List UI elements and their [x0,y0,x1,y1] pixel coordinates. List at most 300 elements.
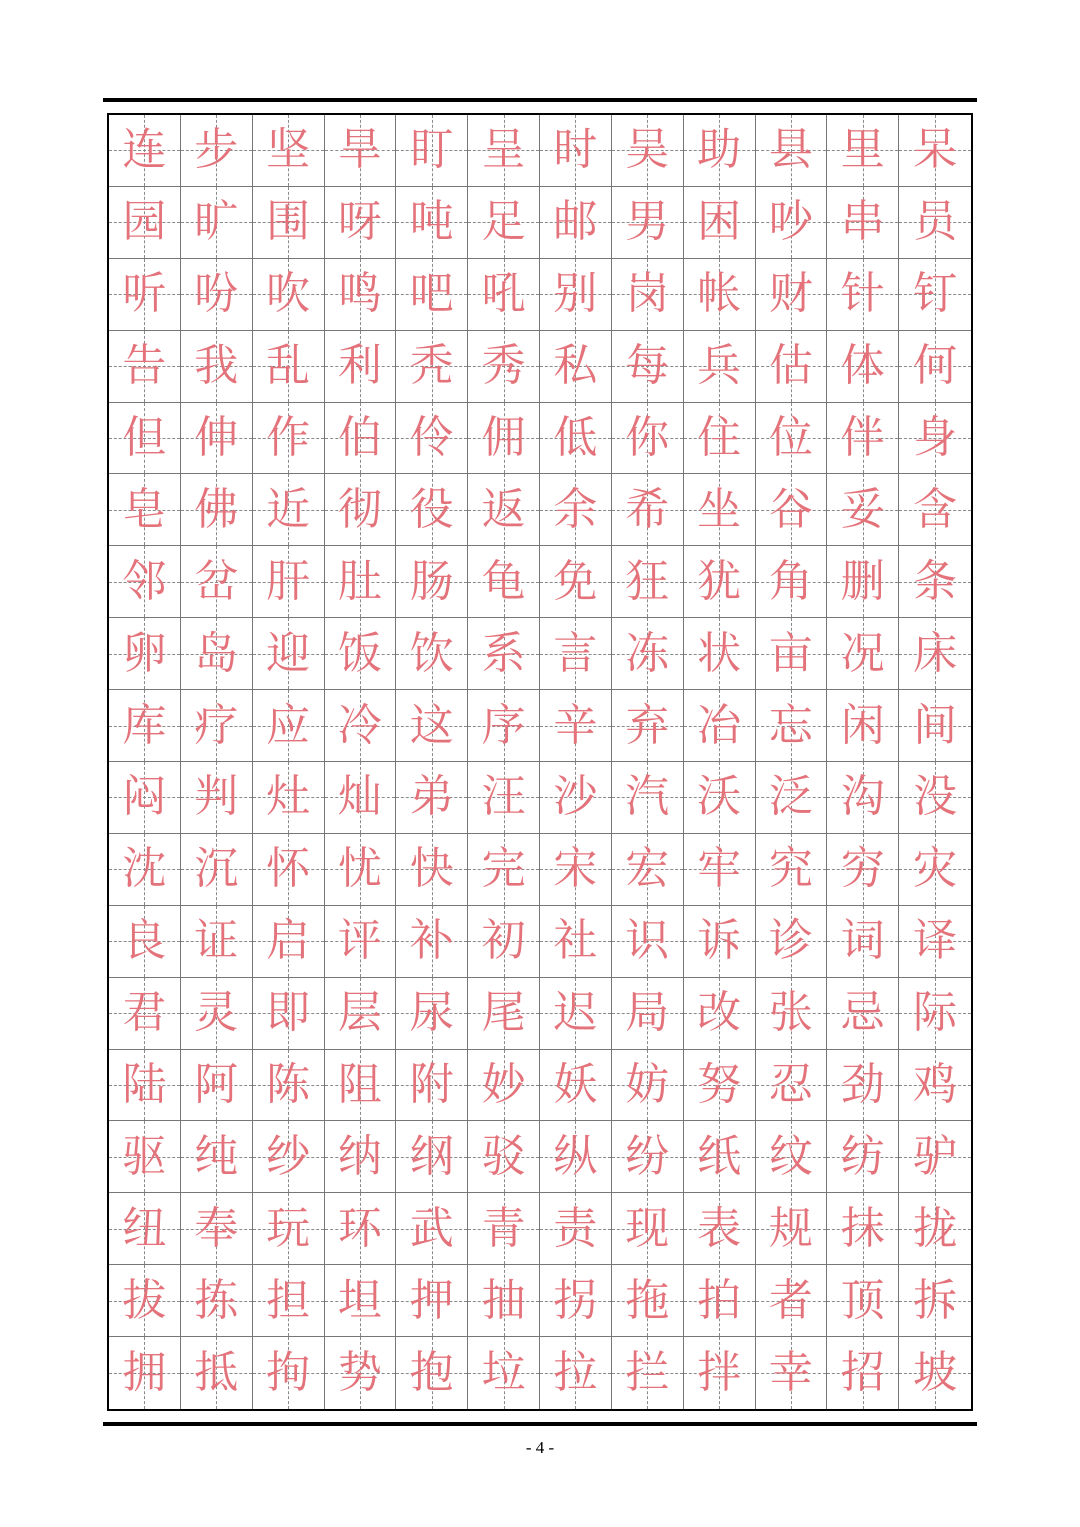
practice-character: 饮 [409,627,454,679]
practice-character: 针 [840,268,885,320]
grid-cell [325,474,397,546]
grid-cell [253,762,325,834]
grid-cell [827,1337,899,1409]
practice-character: 穷 [840,843,885,895]
grid-cell [540,978,612,1050]
practice-character: 泛 [768,771,813,823]
practice-character: 时 [553,124,598,176]
practice-character: 陈 [266,1058,311,1110]
grid-cell [756,331,828,403]
grid-cell [253,115,325,187]
practice-character: 财 [768,268,813,320]
grid-cell [325,690,397,762]
practice-character: 库 [122,699,167,751]
grid-cell [684,403,756,475]
grid-cell [899,403,971,475]
practice-character: 拔 [122,1274,167,1326]
grid-cell [756,690,828,762]
grid-cell [253,331,325,403]
practice-character: 现 [625,1202,670,1254]
practice-character: 拍 [697,1274,742,1326]
practice-character: 冻 [625,627,670,679]
practice-character: 迎 [266,627,311,679]
practice-character: 旱 [337,124,382,176]
practice-character: 员 [913,196,958,248]
grid-cell [540,1337,612,1409]
grid-cell [181,474,253,546]
practice-character: 余 [553,483,598,535]
practice-character: 完 [481,843,526,895]
grid-cell [540,906,612,978]
grid-cell [181,115,253,187]
practice-character: 尿 [409,987,454,1039]
practice-character: 吴 [625,124,670,176]
grid-cell [468,474,540,546]
grid-cell [612,690,684,762]
grid-cell [612,906,684,978]
practice-character: 没 [913,771,958,823]
grid-cell [540,1050,612,1122]
practice-character: 妥 [840,483,885,535]
practice-character: 呀 [337,196,382,248]
practice-character: 利 [337,340,382,392]
grid-cell [181,978,253,1050]
page-number: - 4 - [525,1438,555,1457]
grid-cell [253,1193,325,1265]
practice-character: 闲 [840,699,885,751]
practice-character: 返 [481,483,526,535]
grid-cell [253,690,325,762]
practice-character: 拖 [625,1274,670,1326]
practice-character: 驱 [122,1130,167,1182]
grid-cell [540,690,612,762]
grid-cell [612,1265,684,1337]
grid-cell [612,187,684,259]
practice-character: 佛 [194,483,239,535]
grid-cell [325,834,397,906]
grid-cell [899,762,971,834]
practice-character: 君 [122,987,167,1039]
practice-character: 附 [409,1058,454,1110]
grid-cell [468,906,540,978]
grid-cell [899,115,971,187]
practice-character: 男 [625,196,670,248]
grid-cell [396,762,468,834]
grid-cell [396,1121,468,1193]
grid-cell [899,187,971,259]
grid-cell [827,331,899,403]
practice-character: 快 [409,843,454,895]
practice-character: 吵 [768,196,813,248]
grid-cell [468,618,540,690]
grid-cell [109,474,181,546]
grid-cell [325,762,397,834]
grid-cell [396,906,468,978]
grid-cell [109,690,181,762]
grid-cell [827,762,899,834]
grid-cell [253,906,325,978]
practice-character: 弃 [625,699,670,751]
practice-character: 灶 [266,771,311,823]
grid-cell [325,259,397,331]
practice-character: 冷 [337,699,382,751]
practice-character: 抽 [481,1274,526,1326]
practice-character: 证 [194,915,239,967]
practice-character: 拣 [194,1274,239,1326]
grid-cell [612,1121,684,1193]
grid-cell [396,403,468,475]
practice-character: 条 [913,555,958,607]
grid-cell [612,546,684,618]
practice-character: 呈 [481,124,526,176]
practice-character: 状 [697,627,742,679]
practice-character: 乱 [266,340,311,392]
practice-character: 坡 [913,1347,958,1399]
practice-character: 角 [768,555,813,607]
practice-character: 肝 [266,555,311,607]
practice-character: 垃 [481,1347,526,1399]
grid-cell [540,1121,612,1193]
grid-cell [899,618,971,690]
grid-cell [612,474,684,546]
practice-character: 环 [337,1202,382,1254]
practice-character: 表 [697,1202,742,1254]
practice-character: 拉 [553,1347,598,1399]
practice-character: 灿 [337,771,382,823]
practice-character: 住 [697,411,742,463]
grid-cell [612,331,684,403]
grid-cell [899,906,971,978]
grid-cell [756,187,828,259]
practice-character: 妙 [481,1058,526,1110]
grid-cell [684,690,756,762]
grid-cell [684,474,756,546]
practice-character: 呆 [913,124,958,176]
grid-cell [540,834,612,906]
practice-character: 拐 [553,1274,598,1326]
practice-character: 沉 [194,843,239,895]
grid-cell [684,115,756,187]
practice-character: 层 [337,987,382,1039]
practice-character: 岛 [194,627,239,679]
grid-cell [325,403,397,475]
grid-cell [468,1050,540,1122]
practice-character: 谷 [768,483,813,535]
grid-cell [756,1265,828,1337]
practice-character: 免 [553,555,598,607]
practice-character: 步 [194,124,239,176]
grid-cell [396,259,468,331]
grid-cell [181,690,253,762]
practice-character: 担 [266,1274,311,1326]
practice-character: 坐 [697,483,742,535]
practice-character: 识 [625,915,670,967]
practice-character: 驳 [481,1130,526,1182]
practice-character: 彻 [337,483,382,535]
practice-character: 役 [409,483,454,535]
practice-character: 肚 [337,555,382,607]
grid-cell [756,906,828,978]
practice-character: 序 [481,699,526,751]
practice-character: 宋 [553,843,598,895]
grid-cell [827,906,899,978]
grid-cell [109,834,181,906]
grid-cell [181,1121,253,1193]
grid-cell [325,978,397,1050]
grid-cell [396,1050,468,1122]
practice-character: 译 [913,915,958,967]
grid-cell [468,690,540,762]
grid-cell [181,331,253,403]
practice-character: 押 [409,1274,454,1326]
practice-character: 位 [768,411,813,463]
practice-character: 岔 [194,555,239,607]
grid-cell [181,1337,253,1409]
grid-cell [181,1265,253,1337]
practice-character: 纱 [266,1130,311,1182]
practice-character: 别 [553,268,598,320]
practice-character: 近 [266,483,311,535]
grid-cell [612,762,684,834]
practice-character: 这 [409,699,454,751]
practice-character: 钉 [913,268,958,320]
grid-cell [109,259,181,331]
grid-cell [827,1050,899,1122]
practice-character: 坚 [266,124,311,176]
grid-cell [756,762,828,834]
practice-character: 良 [122,915,167,967]
practice-character: 忧 [337,843,382,895]
practice-character: 鸣 [337,268,382,320]
grid-cell [684,187,756,259]
grid-cell [756,1121,828,1193]
grid-cell [253,546,325,618]
grid-cell [109,546,181,618]
grid-cell [827,1193,899,1265]
practice-character: 责 [553,1202,598,1254]
grid-cell [253,1265,325,1337]
practice-character: 尾 [481,987,526,1039]
grid-cell [756,618,828,690]
grid-cell [612,1337,684,1409]
practice-character: 邻 [122,555,167,607]
grid-cell [253,618,325,690]
grid-cell [325,1193,397,1265]
grid-cell [827,474,899,546]
practice-character: 亩 [768,627,813,679]
practice-character: 抵 [194,1347,239,1399]
grid-cell [253,1121,325,1193]
practice-character: 言 [553,627,598,679]
practice-character: 势 [337,1347,382,1399]
grid-cell [109,1121,181,1193]
practice-character: 园 [122,196,167,248]
grid-cell [253,403,325,475]
practice-character: 社 [553,915,598,967]
grid-cell [181,187,253,259]
grid-cell [468,1121,540,1193]
grid-cell [325,187,397,259]
practice-character: 卵 [122,627,167,679]
grid-cell [396,1337,468,1409]
bottom-rule [103,1422,977,1426]
grid-cell [181,762,253,834]
practice-character: 身 [913,411,958,463]
grid-cell [468,187,540,259]
practice-character: 拘 [266,1347,311,1399]
grid-cell [396,978,468,1050]
practice-character: 秀 [481,340,526,392]
practice-character: 忍 [768,1058,813,1110]
practice-character: 汪 [481,771,526,823]
practice-character: 含 [913,483,958,535]
grid-cell [396,1265,468,1337]
practice-character: 判 [194,771,239,823]
practice-character: 妖 [553,1058,598,1110]
grid-cell [109,187,181,259]
practice-character: 坦 [337,1274,382,1326]
practice-character: 足 [481,196,526,248]
grid-cell [396,546,468,618]
grid-cell [468,331,540,403]
grid-cell [109,906,181,978]
grid-cell [396,834,468,906]
practice-character: 围 [266,196,311,248]
grid-cell [396,690,468,762]
grid-cell [325,115,397,187]
grid-cell [899,1337,971,1409]
grid-cell [899,690,971,762]
grid-cell [540,1265,612,1337]
grid-cell [827,115,899,187]
practice-character: 县 [768,124,813,176]
grid-cell [396,331,468,403]
grid-cell [325,1265,397,1337]
grid-cell [684,906,756,978]
grid-cell [468,762,540,834]
practice-character: 伶 [409,411,454,463]
practice-character: 际 [913,987,958,1039]
practice-character: 拦 [625,1347,670,1399]
practice-character: 估 [768,340,813,392]
practice-character: 汽 [625,771,670,823]
grid-cell [827,259,899,331]
practice-character: 你 [625,411,670,463]
grid-cell [181,906,253,978]
grid-cell [396,115,468,187]
practice-character: 规 [768,1202,813,1254]
grid-cell [109,1193,181,1265]
grid-cell [827,403,899,475]
practice-character: 告 [122,340,167,392]
practice-character: 抹 [840,1202,885,1254]
grid-cell [899,474,971,546]
grid-cell [827,1121,899,1193]
grid-cell [109,762,181,834]
grid-cell [109,115,181,187]
grid-cell [827,618,899,690]
practice-character: 纸 [697,1130,742,1182]
practice-character: 伯 [337,411,382,463]
practice-character: 奉 [194,1202,239,1254]
grid-cell [827,834,899,906]
grid-cell [468,259,540,331]
grid-cell [756,474,828,546]
practice-character: 妨 [625,1058,670,1110]
grid-cell [109,1050,181,1122]
practice-character: 闷 [122,771,167,823]
grid-cell [827,187,899,259]
practice-character: 纺 [840,1130,885,1182]
practice-character: 床 [913,627,958,679]
practice-character: 纯 [194,1130,239,1182]
practice-character: 忌 [840,987,885,1039]
practice-character: 删 [840,555,885,607]
practice-character: 补 [409,915,454,967]
practice-character: 体 [840,340,885,392]
grid-cell [612,978,684,1050]
grid-cell [899,331,971,403]
practice-character: 沙 [553,771,598,823]
grid-cell [325,906,397,978]
grid-cell [612,115,684,187]
grid-cell [756,546,828,618]
grid-cell [684,1337,756,1409]
grid-cell [684,259,756,331]
practice-character: 阻 [337,1058,382,1110]
grid-cell [325,546,397,618]
practice-character: 拥 [122,1347,167,1399]
practice-character: 拌 [697,1347,742,1399]
grid-cell [540,762,612,834]
practice-character: 沟 [840,771,885,823]
practice-character: 招 [840,1347,885,1399]
grid-cell [756,1337,828,1409]
grid-cell [899,1265,971,1337]
practice-character: 词 [840,915,885,967]
grid-cell [540,1193,612,1265]
practice-character: 疗 [194,699,239,751]
practice-character: 沃 [697,771,742,823]
practice-character: 兵 [697,340,742,392]
practice-character: 武 [409,1202,454,1254]
practice-character: 劲 [840,1058,885,1110]
practice-character: 吼 [481,268,526,320]
practice-character: 肠 [409,555,454,607]
practice-character: 沈 [122,843,167,895]
grid-cell [253,834,325,906]
practice-character: 青 [481,1202,526,1254]
practice-character: 纹 [768,1130,813,1182]
practice-character: 秃 [409,340,454,392]
grid-cell [756,978,828,1050]
practice-character: 盯 [409,124,454,176]
practice-character: 纷 [625,1130,670,1182]
practice-character: 牢 [697,843,742,895]
grid-cell [181,1050,253,1122]
practice-character: 纳 [337,1130,382,1182]
grid-cell [756,403,828,475]
practice-character: 怀 [266,843,311,895]
grid-cell [756,115,828,187]
grid-cell [468,546,540,618]
practice-character: 究 [768,843,813,895]
practice-character: 吹 [266,268,311,320]
grid-cell [325,618,397,690]
practice-character: 串 [840,196,885,248]
grid-cell [109,1337,181,1409]
practice-character: 阿 [194,1058,239,1110]
